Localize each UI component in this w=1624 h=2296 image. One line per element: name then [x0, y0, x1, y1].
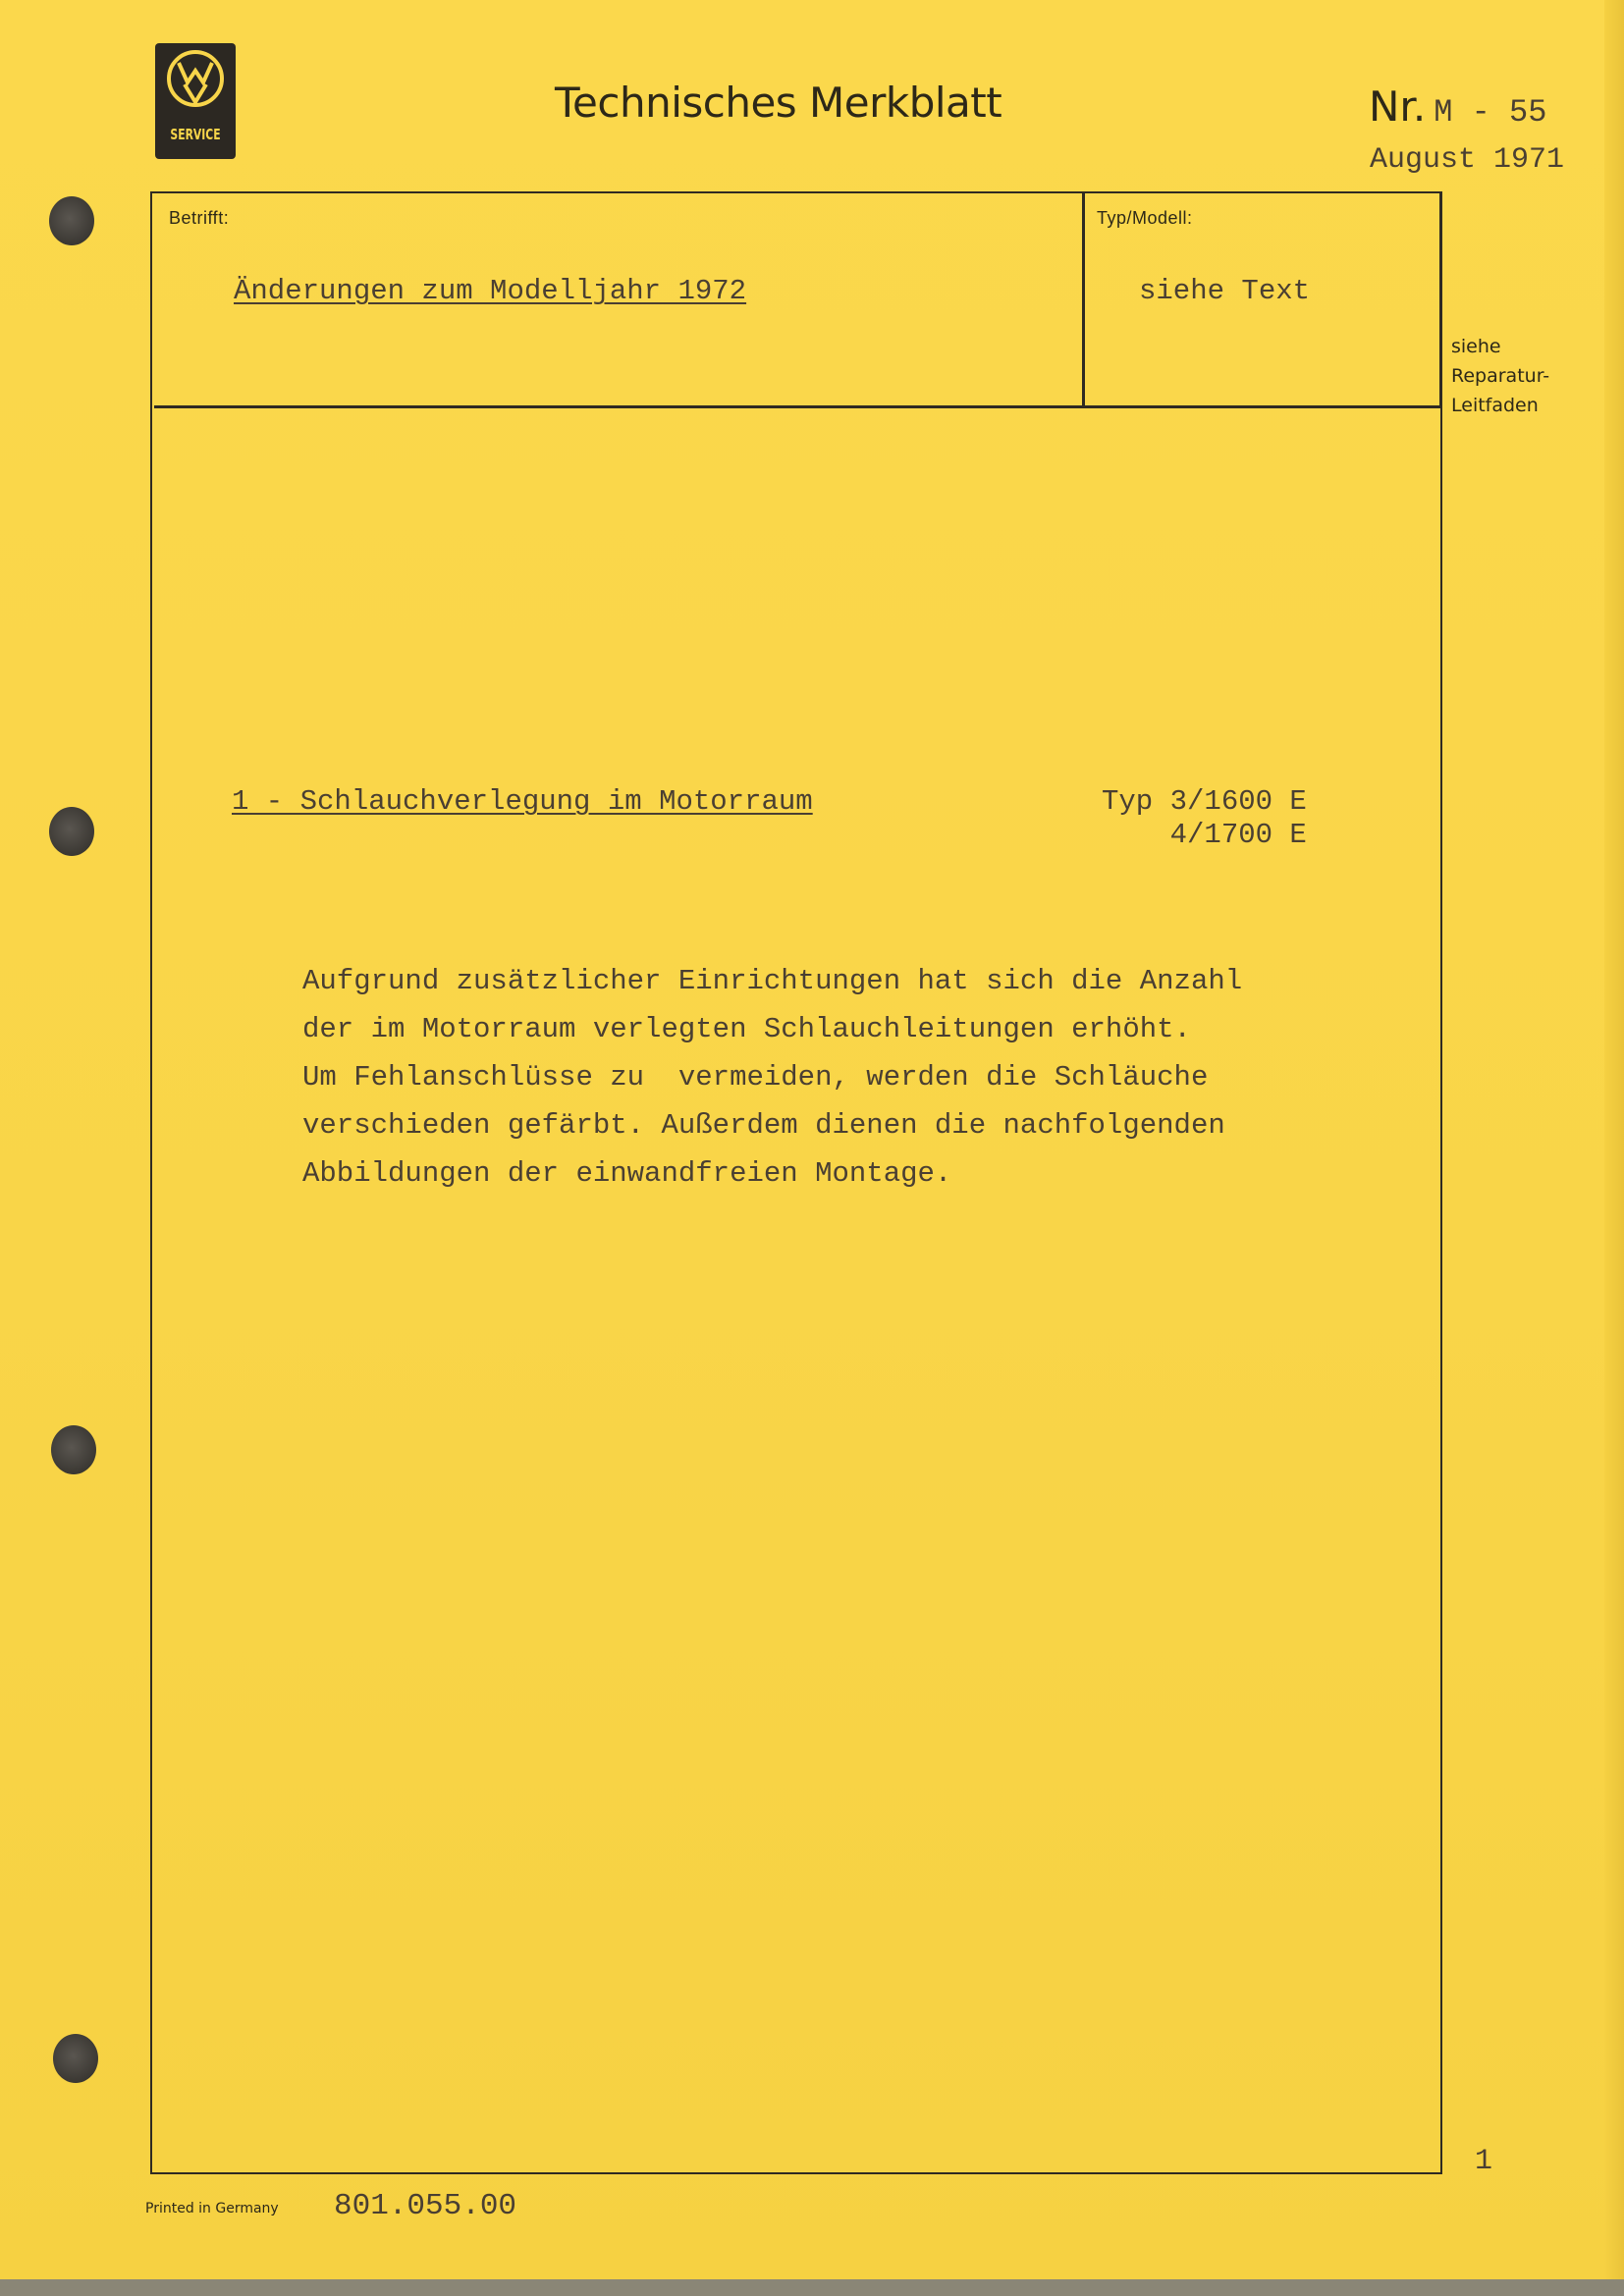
body-line: Aufgrund zusätzlicher Einrichtungen hat sich die Anzahl: [302, 965, 1243, 997]
body-line: Um Fehlanschlüsse zu vermeiden, werden die Schläuche: [302, 1061, 1209, 1094]
part-number: 801.055.00: [334, 2189, 517, 2223]
scan-bottom-edge: [0, 2279, 1624, 2296]
page-number: 1: [1475, 2145, 1493, 2178]
nr-value: M - 55: [1434, 94, 1547, 131]
header-divider: [1082, 193, 1085, 406]
section-typ-line: Typ 3/1600 E: [1102, 785, 1307, 818]
body-line: verschieden gefärbt. Außerdem dienen die nachfolgenden: [302, 1109, 1225, 1142]
side-note-line: Leitfaden: [1451, 395, 1539, 416]
side-note: [1451, 332, 1549, 420]
section-heading: 1 - Schlauchverlegung im Motorraum: [232, 785, 813, 818]
paper-right-edge: [1604, 0, 1624, 2279]
punch-hole-icon: [49, 807, 94, 856]
side-note-line: Reparatur-: [1451, 365, 1550, 387]
body-line: Abbildungen der einwandfreien Montage.: [302, 1157, 952, 1190]
subject-text: Änderungen zum Modelljahr 1972: [234, 275, 747, 307]
body-line: der im Motorraum verlegten Schlauchleitungen erhöht.: [302, 1013, 1191, 1045]
betrifft-label: Betrifft:: [169, 208, 230, 228]
punch-hole-icon: [53, 2034, 98, 2083]
page-title: Technisches Merkblatt: [555, 79, 1002, 127]
body-paragraph: [302, 957, 1242, 1198]
typ-modell-value: siehe Text: [1139, 275, 1311, 307]
section-typ: [1102, 785, 1307, 852]
section-typ-line: 4/1700 E: [1102, 819, 1307, 851]
printed-in-germany: Printed in Germany: [145, 2201, 279, 2216]
vw-emblem-icon: [166, 49, 225, 108]
issue-date: August 1971: [1370, 143, 1565, 177]
punch-hole-icon: [51, 1425, 96, 1474]
logo-service-label: SERVICE: [170, 126, 221, 143]
nr-label: Nr.: [1369, 82, 1427, 131]
side-note-line: siehe: [1451, 336, 1501, 357]
typ-modell-label: Typ/Modell:: [1097, 208, 1193, 228]
document-number: [1369, 82, 1546, 131]
punch-hole-icon: [49, 196, 94, 245]
vw-logo-icon: [155, 43, 236, 159]
